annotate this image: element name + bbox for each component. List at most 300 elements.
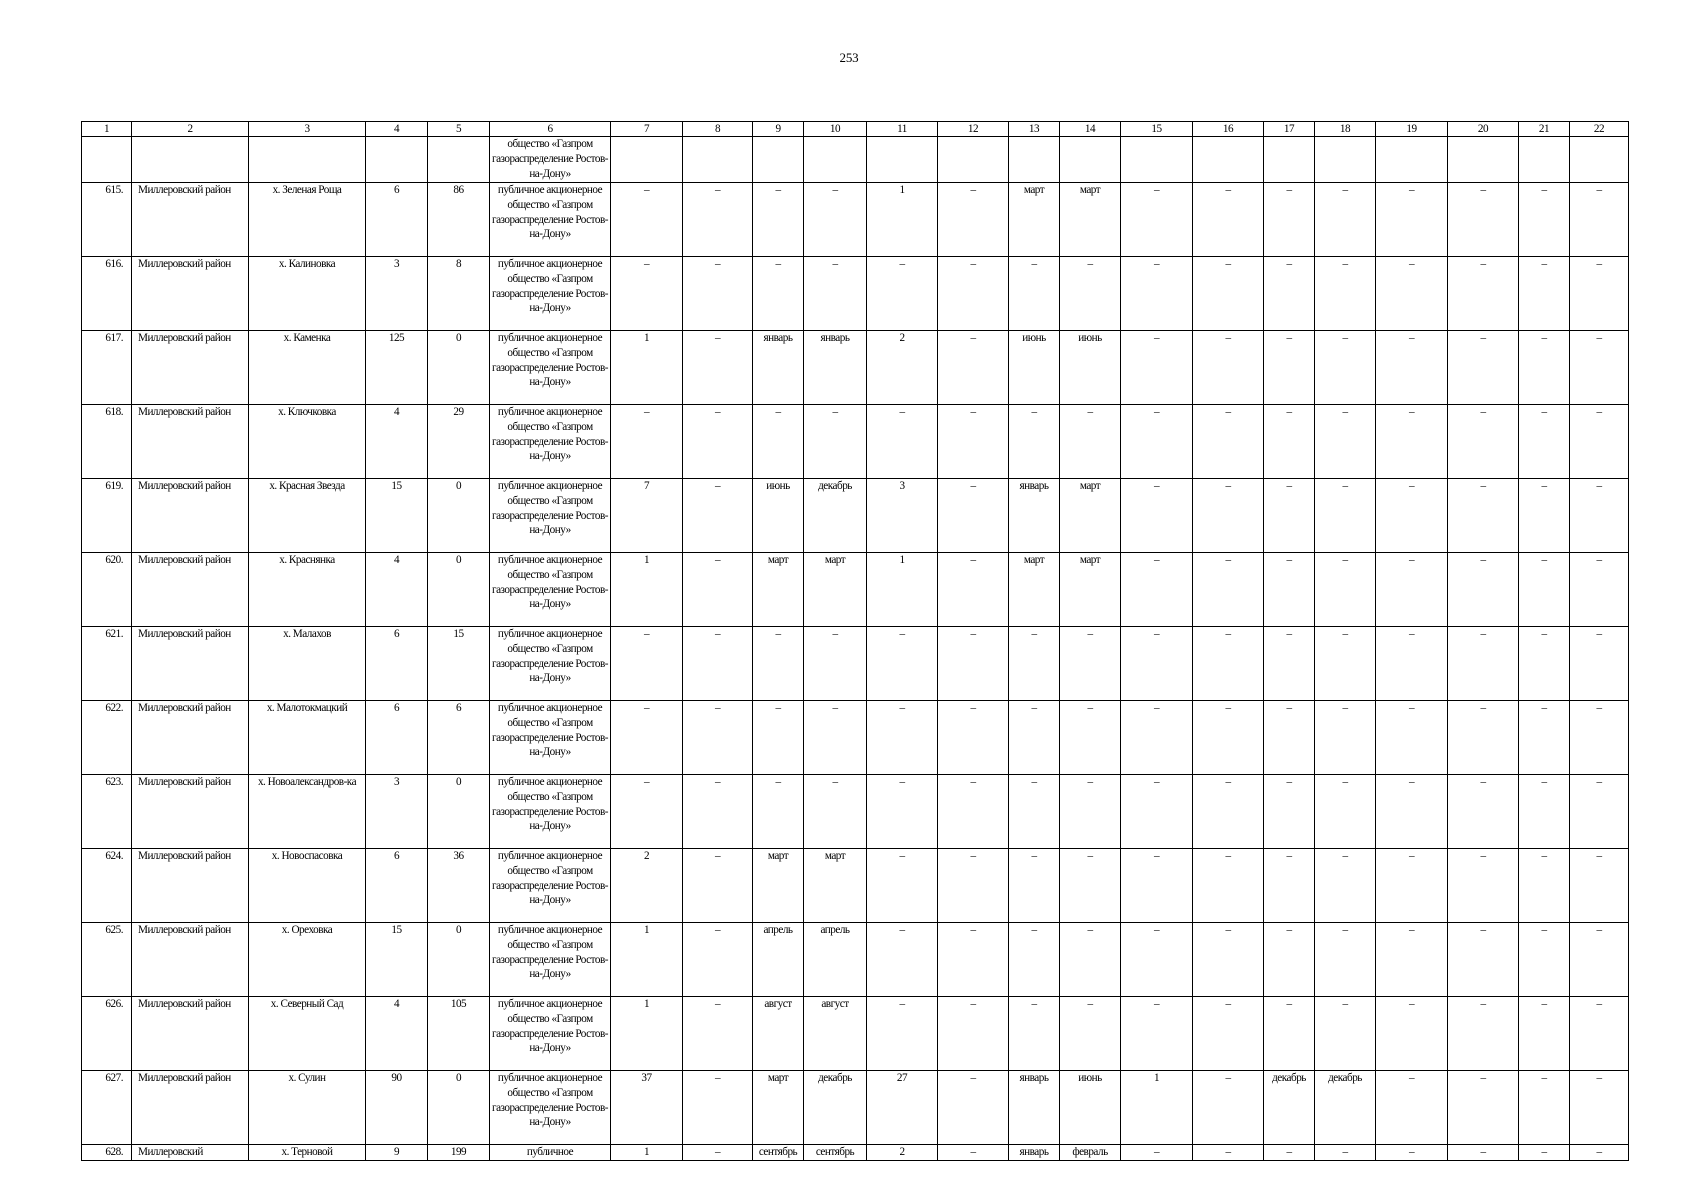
table-cell-col-18: – (1315, 626, 1376, 700)
table-cell-col-14: – (1060, 700, 1121, 774)
table-cell-col-15: – (1121, 922, 1193, 996)
table-cell-col-14: – (1060, 848, 1121, 922)
table-cell-col-2: Миллеровский район (132, 774, 249, 848)
table-cell-col-19: – (1376, 700, 1448, 774)
table-cell-col-12: – (938, 1070, 1009, 1144)
table-cell-col-1: 627. (82, 1070, 132, 1144)
table-cell-col-20: – (1448, 774, 1519, 848)
table-cell-col-12: – (938, 552, 1009, 626)
table-cell-col-3: х. Калиновка (249, 256, 366, 330)
table-cell-col-15: – (1121, 404, 1193, 478)
table-cell-col-20: – (1448, 996, 1519, 1070)
table-cell-col-10: – (804, 626, 867, 700)
table-cell-col-10: – (804, 700, 867, 774)
table-cell-col-22: – (1570, 626, 1629, 700)
table-cell-col-2: Миллеровский район (132, 182, 249, 256)
table-cell-col-14: март (1060, 478, 1121, 552)
table-cell-col-7: 2 (611, 848, 683, 922)
table-cell-col-9: апрель (753, 922, 804, 996)
table-cell-col-8: – (683, 478, 753, 552)
table-cell-col-1: 625. (82, 922, 132, 996)
table-cell-col-1: 620. (82, 552, 132, 626)
table-cell-col-19: – (1376, 552, 1448, 626)
table-cell-col-4: 3 (366, 256, 428, 330)
table-cell-col-22: – (1570, 478, 1629, 552)
table-cell-col-3: х. Ключковка (249, 404, 366, 478)
table-cell-col-3 (249, 137, 366, 183)
table-cell-col-13: – (1009, 848, 1060, 922)
table-cell-col-4: 3 (366, 774, 428, 848)
table-cell-col-7: 1 (611, 1144, 683, 1160)
table-cell-col-12: – (938, 848, 1009, 922)
table-cell-col-3: х. Сулин (249, 1070, 366, 1144)
table-cell-col-7: 7 (611, 478, 683, 552)
table-row (82, 478, 1629, 552)
table-cell-col-8: – (683, 774, 753, 848)
table-cell-col-12: – (938, 626, 1009, 700)
table-cell-col-16: – (1193, 478, 1264, 552)
table-cell-col-4: 90 (366, 1070, 428, 1144)
table-cell-col-11: – (867, 848, 938, 922)
table-cell-col-21: – (1519, 774, 1570, 848)
table-cell-col-6: публичное акционерное общество «Газпром газораспределение Ростов-на-Дону» (490, 774, 611, 848)
table-cell-col-7: – (611, 700, 683, 774)
table-cell-col-7: – (611, 182, 683, 256)
table-cell-col-10: январь (804, 330, 867, 404)
table-cell-col-7: 7 (611, 122, 683, 137)
table-cell-col-2: Миллеровский район (132, 700, 249, 774)
table-cell-col-14: – (1060, 404, 1121, 478)
table-cell-col-9: март (753, 1070, 804, 1144)
table-cell-col-5: 29 (428, 404, 490, 478)
table-cell-col-21: – (1519, 848, 1570, 922)
table-cell-col-6: публичное акционерное общество «Газпром газораспределение Ростов-на-Дону» (490, 552, 611, 626)
table-cell-col-21: – (1519, 1144, 1570, 1160)
table-cell-col-12: – (938, 478, 1009, 552)
table-cell-col-14: март (1060, 182, 1121, 256)
table-cell-col-19: – (1376, 256, 1448, 330)
table-cell-col-10: август (804, 996, 867, 1070)
table-cell-col-8: – (683, 256, 753, 330)
table-cell-col-20 (1448, 137, 1519, 183)
table-cell-col-5: 0 (428, 478, 490, 552)
table-cell-col-13: – (1009, 256, 1060, 330)
table-cell-col-5: 105 (428, 996, 490, 1070)
table-cell-col-18: – (1315, 256, 1376, 330)
table-cell-col-1: 618. (82, 404, 132, 478)
table-cell-col-5: 36 (428, 848, 490, 922)
table-cell-col-2: Миллеровский район (132, 848, 249, 922)
table-cell-col-8: – (683, 996, 753, 1070)
table-cell-col-13: июнь (1009, 330, 1060, 404)
table-cell-col-5: 0 (428, 552, 490, 626)
table-cell-col-2: Миллеровский район (132, 404, 249, 478)
table-cell-col-1: 616. (82, 256, 132, 330)
table-cell-col-9: 9 (753, 122, 804, 137)
table-cell-col-16: – (1193, 848, 1264, 922)
table-cell-col-8: – (683, 404, 753, 478)
table-row (82, 996, 1629, 1070)
table-cell-col-17: – (1264, 848, 1315, 922)
table-cell-col-11: – (867, 996, 938, 1070)
table-cell-col-8: – (683, 330, 753, 404)
table-cell-col-19: – (1376, 182, 1448, 256)
table-cell-col-6: публичное акционерное общество «Газпром газораспределение Ростов-на-Дону» (490, 922, 611, 996)
table-cell-col-15: – (1121, 848, 1193, 922)
table-cell-col-22: – (1570, 404, 1629, 478)
table-cell-col-1 (82, 137, 132, 183)
table-cell-col-21: – (1519, 700, 1570, 774)
table-cell-col-18: – (1315, 922, 1376, 996)
table-cell-col-16: – (1193, 182, 1264, 256)
table-cell-col-14 (1060, 137, 1121, 183)
table-cell-col-3: х. Ореховка (249, 922, 366, 996)
table-cell-col-18: – (1315, 404, 1376, 478)
table-cell-col-12: – (938, 700, 1009, 774)
table-cell-col-16: – (1193, 1144, 1264, 1160)
table-cell-col-10: сентябрь (804, 1144, 867, 1160)
table-cell-col-20: – (1448, 626, 1519, 700)
table-cell-col-12: – (938, 404, 1009, 478)
table-cell-col-2: Миллеровский район (132, 996, 249, 1070)
table-cell-col-19: – (1376, 478, 1448, 552)
table-cell-col-18: декабрь (1315, 1070, 1376, 1144)
table-cell-col-17: – (1264, 256, 1315, 330)
table-cell-col-1: 615. (82, 182, 132, 256)
table-cell-col-9: март (753, 848, 804, 922)
table-cell-col-4: 6 (366, 848, 428, 922)
table-cell-col-5: 86 (428, 182, 490, 256)
table-cell-col-19: – (1376, 848, 1448, 922)
table-cell-col-10: март (804, 848, 867, 922)
table-cell-col-18: – (1315, 552, 1376, 626)
table-cell-col-18: – (1315, 700, 1376, 774)
table-cell-col-1: 624. (82, 848, 132, 922)
table-cell-col-21: 21 (1519, 122, 1570, 137)
table-cell-col-18: 18 (1315, 122, 1376, 137)
table-cell-col-6: публичное акционерное общество «Газпром газораспределение Ростов-на-Дону» (490, 256, 611, 330)
table-cell-col-14: март (1060, 552, 1121, 626)
table-cell-col-17: – (1264, 478, 1315, 552)
table-cell-col-17: – (1264, 552, 1315, 626)
table-cell-col-19: – (1376, 330, 1448, 404)
table-cell-col-9: – (753, 182, 804, 256)
table-cell-col-3: х. Малотокмацкий (249, 700, 366, 774)
table-cell-col-22: – (1570, 1144, 1629, 1160)
table-cell-col-6: общество «Газпром газораспределение Ростов-на-Дону» (490, 137, 611, 183)
table-cell-col-12: – (938, 256, 1009, 330)
table-cell-col-1: 628. (82, 1144, 132, 1160)
table-cell-col-16: 16 (1193, 122, 1264, 137)
table-cell-col-8: – (683, 626, 753, 700)
table-cell-col-8: 8 (683, 122, 753, 137)
table-cell-col-18: – (1315, 848, 1376, 922)
table-cell-col-15: – (1121, 256, 1193, 330)
table-cell-col-2: Миллеровский район (132, 330, 249, 404)
table-cell-col-1: 623. (82, 774, 132, 848)
table-row (82, 848, 1629, 922)
table-cell-col-17: – (1264, 626, 1315, 700)
table-cell-col-16: – (1193, 1070, 1264, 1144)
table-cell-col-7: – (611, 626, 683, 700)
table-cell-col-22: – (1570, 922, 1629, 996)
table-cell-col-11: 3 (867, 478, 938, 552)
table-cell-col-2: 2 (132, 122, 249, 137)
table-cell-col-13: март (1009, 552, 1060, 626)
table-row (82, 626, 1629, 700)
table-cell-col-6: публичное акционерное общество «Газпром газораспределение Ростов-на-Дону» (490, 700, 611, 774)
table-cell-col-20: – (1448, 182, 1519, 256)
table-cell-col-1: 617. (82, 330, 132, 404)
table-cell-col-7: 37 (611, 1070, 683, 1144)
table-cell-col-21: – (1519, 552, 1570, 626)
table-cell-col-21: – (1519, 996, 1570, 1070)
table-cell-col-13: – (1009, 774, 1060, 848)
table-cell-col-19: – (1376, 996, 1448, 1070)
table-cell-col-4: 4 (366, 996, 428, 1070)
table-cell-col-2 (132, 137, 249, 183)
table-cell-col-18: – (1315, 996, 1376, 1070)
table-cell-col-14: – (1060, 774, 1121, 848)
table-cell-col-6: публичное акционерное общество «Газпром газораспределение Ростов-на-Дону» (490, 182, 611, 256)
table-cell-col-8: – (683, 848, 753, 922)
table-cell-col-21: – (1519, 1070, 1570, 1144)
table-cell-col-5: 0 (428, 330, 490, 404)
table-cell-col-3: х. Малахов (249, 626, 366, 700)
table-cell-col-17: – (1264, 1144, 1315, 1160)
table-cell-col-16: – (1193, 996, 1264, 1070)
table-cell-col-9: март (753, 552, 804, 626)
table-cell-col-20: – (1448, 330, 1519, 404)
table-cell-col-10: – (804, 256, 867, 330)
table-cell-col-1: 621. (82, 626, 132, 700)
table-cell-col-14: – (1060, 922, 1121, 996)
table-cell-col-9: – (753, 256, 804, 330)
table-cell-col-19: – (1376, 404, 1448, 478)
table-cell-col-11: – (867, 774, 938, 848)
table-cell-col-5: 8 (428, 256, 490, 330)
table-cell-col-6: публичное акционерное общество «Газпром газораспределение Ростов-на-Дону» (490, 848, 611, 922)
table-cell-col-2: Миллеровский район (132, 256, 249, 330)
table-cell-col-17: – (1264, 330, 1315, 404)
table-cell-col-2: Миллеровский район (132, 478, 249, 552)
table-cell-col-14: июнь (1060, 330, 1121, 404)
table-cell-col-11: 2 (867, 1144, 938, 1160)
table-cell-col-15: – (1121, 700, 1193, 774)
table-cell-col-2: Миллеровский район (132, 1070, 249, 1144)
table-cell-col-22: – (1570, 700, 1629, 774)
table-cell-col-9 (753, 137, 804, 183)
table-cell-col-13 (1009, 137, 1060, 183)
table-cell-col-17: 17 (1264, 122, 1315, 137)
table-row (82, 256, 1629, 330)
table-cell-col-14: – (1060, 626, 1121, 700)
table-header-row (82, 122, 1629, 137)
table-cell-col-16: – (1193, 330, 1264, 404)
table-cell-col-4: 4 (366, 552, 428, 626)
table-cell-col-18 (1315, 137, 1376, 183)
table-cell-col-16: – (1193, 256, 1264, 330)
table-cell-col-14: – (1060, 256, 1121, 330)
table-cell-col-11: – (867, 700, 938, 774)
page-number: 253 (839, 50, 859, 65)
table-cell-col-12: – (938, 774, 1009, 848)
table-cell-col-18: – (1315, 1144, 1376, 1160)
table-cell-col-5 (428, 137, 490, 183)
table-cell-col-5: 0 (428, 1070, 490, 1144)
table-cell-col-13: январь (1009, 1144, 1060, 1160)
table-cell-col-21: – (1519, 922, 1570, 996)
table-cell-col-2: Миллеровский район (132, 922, 249, 996)
table-cell-col-20: – (1448, 922, 1519, 996)
table-cell-col-3: х. Каменка (249, 330, 366, 404)
table-cell-col-15: – (1121, 626, 1193, 700)
table-cell-col-13: 13 (1009, 122, 1060, 137)
table-cell-col-8: – (683, 1144, 753, 1160)
table-cell-col-20: – (1448, 1144, 1519, 1160)
table-cell-col-1: 1 (82, 122, 132, 137)
table-cell-col-4: 4 (366, 122, 428, 137)
table-cell-col-16: – (1193, 922, 1264, 996)
table-cell-col-3: х. Новоспасовка (249, 848, 366, 922)
table-cell-col-6: публичное акционерное общество «Газпром газораспределение Ростов-на-Дону» (490, 330, 611, 404)
table-cell-col-19 (1376, 137, 1448, 183)
table-cell-col-10: апрель (804, 922, 867, 996)
table-cell-col-4: 6 (366, 626, 428, 700)
table-cell-col-4: 15 (366, 478, 428, 552)
table-cell-col-2: Миллеровский район (132, 626, 249, 700)
table-cell-col-3: х. Зеленая Роща (249, 182, 366, 256)
table-cell-col-8: – (683, 182, 753, 256)
table-cell-col-19: 19 (1376, 122, 1448, 137)
table-cell-col-14: 14 (1060, 122, 1121, 137)
table-cell-col-1: 622. (82, 700, 132, 774)
table-cell-col-19: – (1376, 1144, 1448, 1160)
table-cell-col-15: – (1121, 774, 1193, 848)
table-cell-col-5: 0 (428, 922, 490, 996)
table-cell-col-19: – (1376, 626, 1448, 700)
table-cell-col-9: – (753, 700, 804, 774)
table-cell-col-11: – (867, 626, 938, 700)
table-cell-col-11: 1 (867, 552, 938, 626)
table-cell-col-7: – (611, 256, 683, 330)
table-cell-col-5: 0 (428, 774, 490, 848)
table-row (82, 404, 1629, 478)
table-cell-col-8: – (683, 922, 753, 996)
table-cell-col-15: 1 (1121, 1070, 1193, 1144)
table-cell-col-15: 15 (1121, 122, 1193, 137)
table-cell-col-15: – (1121, 330, 1193, 404)
table-cell-col-18: – (1315, 182, 1376, 256)
table-cell-col-8 (683, 137, 753, 183)
table-cell-col-20: – (1448, 256, 1519, 330)
table-cell-col-6: публичное акционерное общество «Газпром газораспределение Ростов-на-Дону» (490, 626, 611, 700)
table-cell-col-7: 1 (611, 922, 683, 996)
table-cell-col-13: – (1009, 996, 1060, 1070)
table-cell-col-22: – (1570, 996, 1629, 1070)
table-cell-col-12: – (938, 996, 1009, 1070)
table-cell-col-2: Миллеровский район (132, 552, 249, 626)
table-cell-col-22: – (1570, 182, 1629, 256)
table-cell-col-17 (1264, 137, 1315, 183)
table-cell-col-12 (938, 137, 1009, 183)
table-cell-col-12: – (938, 1144, 1009, 1160)
table-cell-col-13: январь (1009, 1070, 1060, 1144)
table-cell-col-11: – (867, 404, 938, 478)
table-cell-col-8: – (683, 1070, 753, 1144)
table-cell-col-18: – (1315, 478, 1376, 552)
table-cell-col-17: – (1264, 182, 1315, 256)
table-row (82, 1144, 1629, 1160)
table-cell-col-22 (1570, 137, 1629, 183)
table-cell-col-14: февраль (1060, 1144, 1121, 1160)
table-cell-col-14: июнь (1060, 1070, 1121, 1144)
table-row-continuation (82, 137, 1629, 183)
table-cell-col-12: 12 (938, 122, 1009, 137)
table-cell-col-7 (611, 137, 683, 183)
data-table (81, 121, 1629, 1161)
table-cell-col-16: – (1193, 700, 1264, 774)
table-cell-col-6: публичное акционерное общество «Газпром газораспределение Ростов-на-Дону» (490, 404, 611, 478)
table-cell-col-21: – (1519, 182, 1570, 256)
table-cell-col-21: – (1519, 404, 1570, 478)
table-cell-col-10: – (804, 774, 867, 848)
table-cell-col-16: – (1193, 404, 1264, 478)
table-cell-col-12: – (938, 182, 1009, 256)
table-cell-col-16: – (1193, 552, 1264, 626)
table-cell-col-9: август (753, 996, 804, 1070)
table-cell-col-10: март (804, 552, 867, 626)
table-cell-col-3: х. Северный Сад (249, 996, 366, 1070)
table-cell-col-13: – (1009, 404, 1060, 478)
table-cell-col-10 (804, 137, 867, 183)
table-cell-col-8: – (683, 700, 753, 774)
table-cell-col-21 (1519, 137, 1570, 183)
table-cell-col-7: 1 (611, 996, 683, 1070)
table-cell-col-16: – (1193, 626, 1264, 700)
table-cell-col-21: – (1519, 478, 1570, 552)
table-cell-col-10: декабрь (804, 1070, 867, 1144)
table-cell-col-2: Миллеровский (132, 1144, 249, 1160)
table-cell-col-6: 6 (490, 122, 611, 137)
table-row (82, 552, 1629, 626)
table-cell-col-19: – (1376, 774, 1448, 848)
table-row (82, 1070, 1629, 1144)
table-cell-col-6: публичное (490, 1144, 611, 1160)
table-cell-col-18: – (1315, 330, 1376, 404)
table-cell-col-17: – (1264, 774, 1315, 848)
table-cell-col-17: декабрь (1264, 1070, 1315, 1144)
table-cell-col-5: 5 (428, 122, 490, 137)
table-cell-col-17: – (1264, 700, 1315, 774)
table-cell-col-11: 1 (867, 182, 938, 256)
table-cell-col-11 (867, 137, 938, 183)
table-cell-col-4 (366, 137, 428, 183)
table-cell-col-5: 199 (428, 1144, 490, 1160)
table-cell-col-20: – (1448, 478, 1519, 552)
table-cell-col-7: – (611, 774, 683, 848)
table-row (82, 700, 1629, 774)
table-cell-col-5: 6 (428, 700, 490, 774)
table-cell-col-19: – (1376, 1070, 1448, 1144)
table-cell-col-11: 2 (867, 330, 938, 404)
table-cell-col-7: 1 (611, 330, 683, 404)
table-cell-col-11: 11 (867, 122, 938, 137)
table-cell-col-4: 15 (366, 922, 428, 996)
table-cell-col-22: – (1570, 256, 1629, 330)
table-cell-col-4: 6 (366, 700, 428, 774)
table-cell-col-14: – (1060, 996, 1121, 1070)
